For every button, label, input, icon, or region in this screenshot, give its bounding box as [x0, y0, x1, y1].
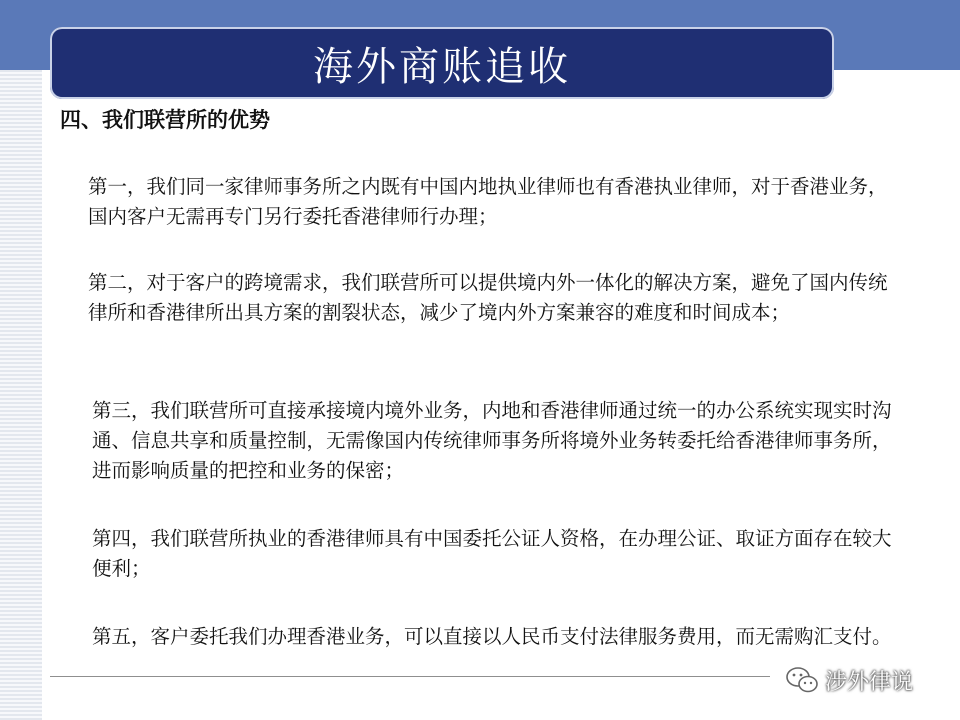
- section-heading: 四、我们联营所的优势: [60, 107, 270, 132]
- paragraph-1: 第一，我们同一家律师事务所之内既有中国内地执业律师也有香港执业律师，对于香港业务，国内客户无需再专门另行委托香港律师行办理；: [88, 175, 888, 228]
- footer-divider: [50, 676, 770, 677]
- watermark: [785, 662, 913, 698]
- paragraph-5: 第五，客户委托我们办理香港业务，可以直接以人民币支付法律服务费用，而无需购汇支付。: [92, 625, 892, 648]
- paragraph-2: 第二，对于客户的跨境需求，我们联营所可以提供境内外一体化的解决方案，避免了国内传统律所和香港律所出具方案的割裂状态，减少了境内外方案兼容的难度和时间成本；: [88, 271, 888, 324]
- title-bar: [50, 27, 834, 99]
- left-stripe-decoration: [0, 70, 42, 720]
- slide-title: 海外商账追收: [313, 43, 571, 90]
- wechat-icon: [785, 665, 819, 695]
- watermark-text: 涉外律说: [825, 669, 914, 695]
- paragraph-4: 第四，我们联营所执业的香港律师具有中国委托公证人资格，在办理公证、取证方面存在较大便利；: [92, 527, 892, 580]
- paragraph-3: 第三，我们联营所可直接承接境内境外业务，内地和香港律师通过统一的办公系统实现实时沟通、信息共享和质量控制，无需像国内传统律师事务所将境外业务转委托给香港律师事务所，进而影响质量的把控和业务的保密；: [92, 399, 892, 482]
